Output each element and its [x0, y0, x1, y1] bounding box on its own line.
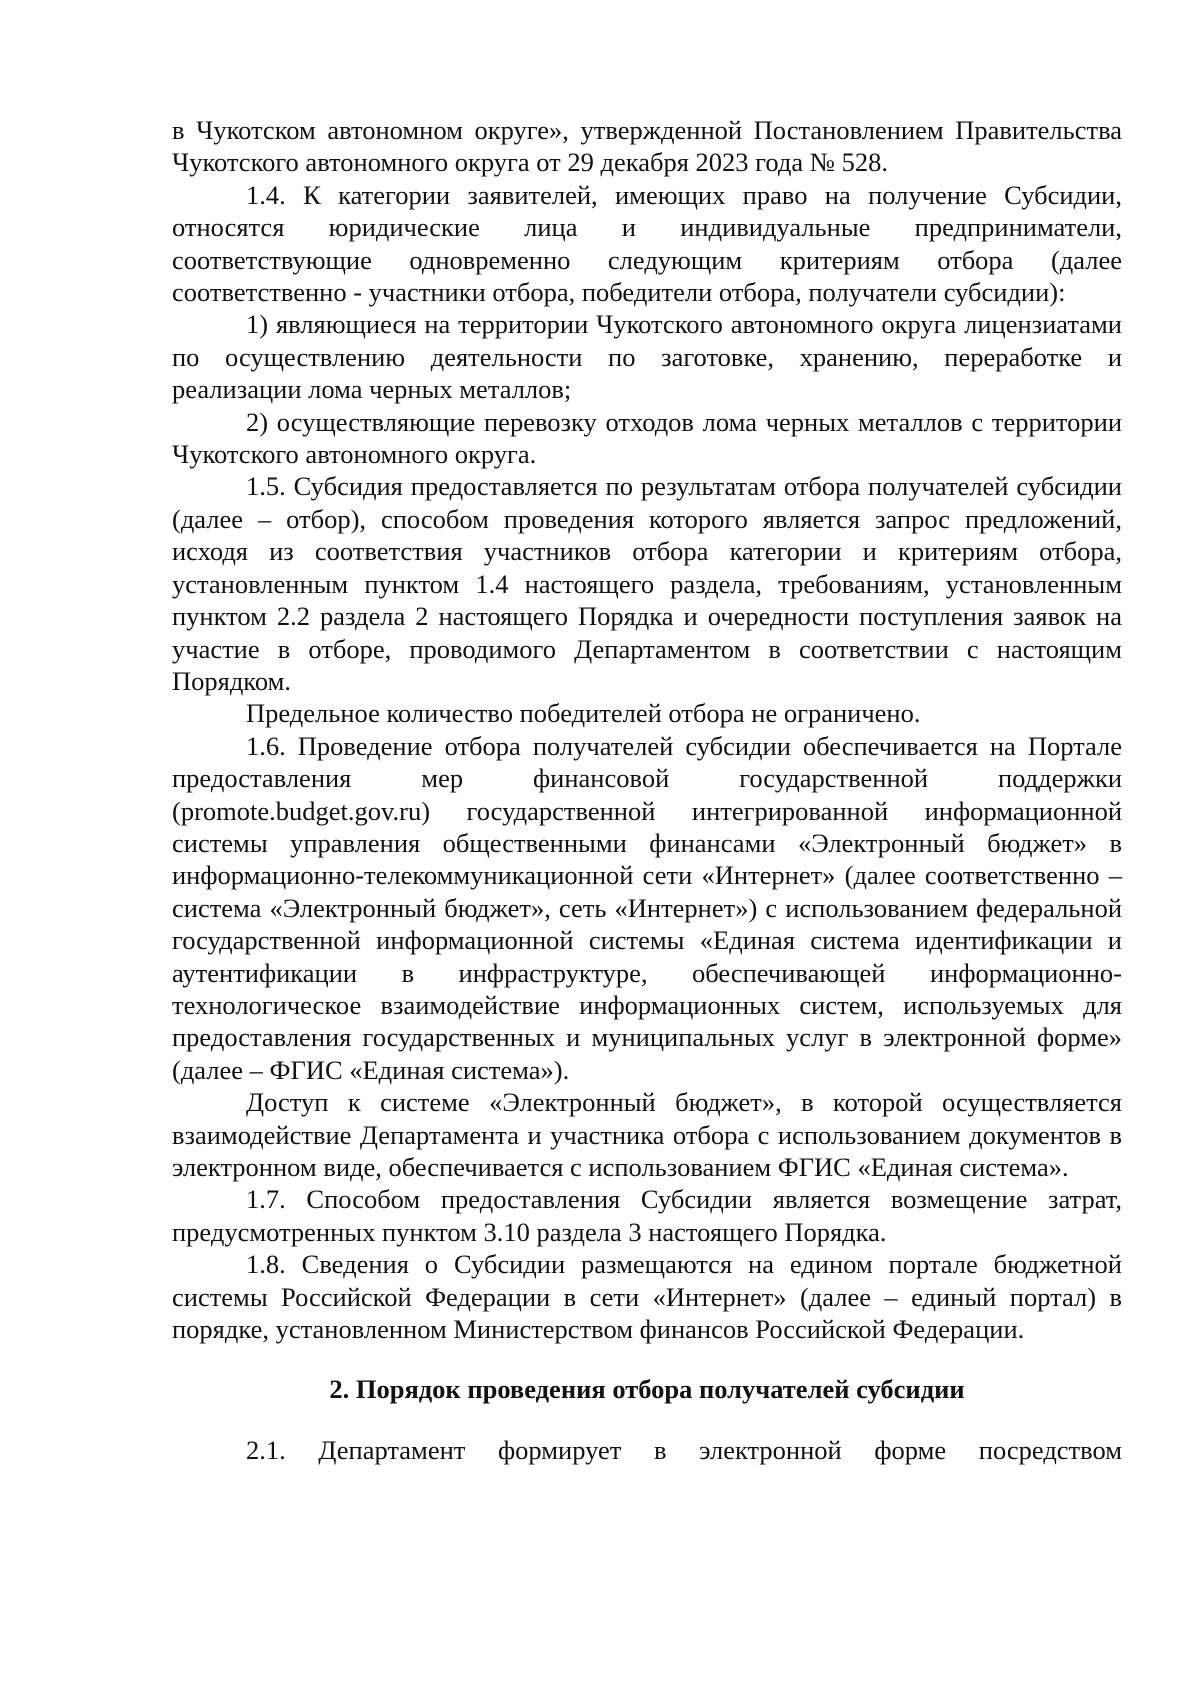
paragraph-1-5: 1.5. Субсидия предоставляется по результатам отбора получателей субсидии (далее – отбор), способом проведения которого является запрос предложений, исходя из соответствия участников отбора категории и критериям отбора, установленным пунктом 1.4 настоящего раздела, требованиям, установленным пунктом 2.2 раздела 2 настоящего Порядка и очередности поступления заявок на участие в отборе, проводимого Департаментом в соответствии с настоящим Порядком. [172, 471, 1122, 696]
document-page [172, 114, 1122, 1466]
paragraph-continuation: в Чукотском автономном округе», утвержденной Постановлением Правительства Чукотского автономного округа от 29 декабря 2023 года № 528. [172, 115, 1122, 178]
paragraph-1-7: 1.7. Способом предоставления Субсидии является возмещение затрат, предусмотренных пунктом 3.10 раздела 3 настоящего Порядка. [172, 1184, 1122, 1247]
paragraph-2-1: 2.1. Департамент формирует в электронной форме посредством [246, 1434, 1122, 1465]
paragraph-criterion-1: 1) являющиеся на территории Чукотского автономного округа лицензиатами по осуществлению деятельности по заготовке, хранению, переработке и реализации лома черных металлов; [172, 309, 1122, 405]
section-heading: 2. Порядок проведения отбора получателей субсидии [329, 1374, 965, 1405]
paragraph-1-6: 1.6. Проведение отбора получателей субсидии обеспечивается на Портале предоставления мер финансовой государственной поддержки (promote.budget.gov.ru) государственной интегрированной информационной системы управления общественными финансами «Электронный бюджет» в информационно-телекоммуникационной сети «Интернет» (далее соответственно – система «Электронный бюджет», сеть «Интернет») с использованием федеральной государственной информационной системы «Единая система идентификации и аутентификации в инфраструктуре, обеспечивающей информационно-технологическое взаимодействие информационных систем, используемых для предоставления государственных и муниципальных услуг в электронной форме» (далее – ФГИС «Единая система»). [172, 730, 1122, 1085]
paragraph-criterion-2: 2) осуществляющие перевозку отходов лома черных металлов с территории Чукотского автономного округа. [172, 406, 1122, 470]
paragraph-access: Доступ к системе «Электронный бюджет», в которой осуществляется взаимодействие Департамента и участника отбора с использованием документов в электронном виде, обеспечивается с использованием ФГИС «Единая система». [172, 1087, 1122, 1182]
paragraph-1-8: 1.8. Сведения о Субсидии размещаются на едином портале бюджетной системы Российской Федерации в сети «Интернет» (далее – единый портал) в порядке, установленном Министерством финансов Российской Федерации. [172, 1249, 1122, 1345]
paragraph-winners-limit: Предельное количество победителей отбора не ограничено. [246, 698, 921, 729]
paragraph-1-4: 1.4. К категории заявителей, имеющих право на получение Субсидии, относятся юридические лица и индивидуальные предприниматели, соответствующие одновременно следующим критериям отбора (далее соответственно - участники отбора, победители отбора, получатели субсидии): [172, 179, 1122, 308]
